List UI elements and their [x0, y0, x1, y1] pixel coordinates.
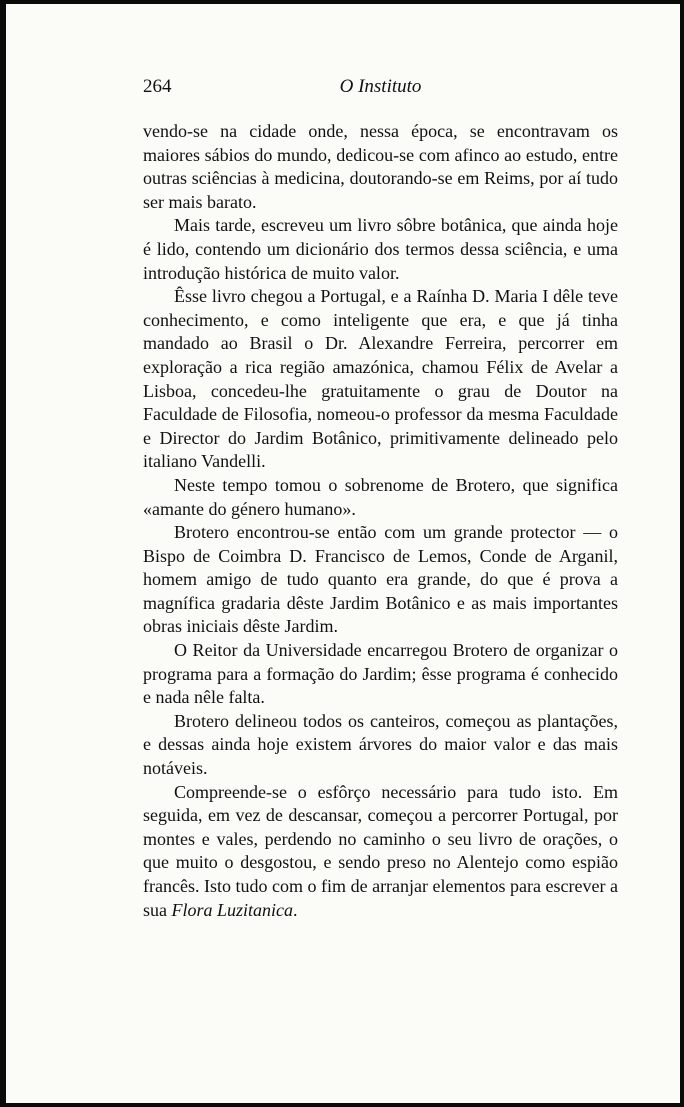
paragraph-7: Brotero delineou todos os canteiros, começou as plantações, e dessas ainda hoje existem árvores do maior valor e das mais notáveis. [143, 710, 618, 779]
paragraph-3: Êsse livro chegou a Portugal, e a Raínha D. Maria I dêle teve conhecimento, e como inteligente que era, e que já tinha mandado ao Brasil o Dr. Alexandre Ferreira, percorrer em exploração a rica região amazónica, chamou Félix de Avelar a Lisboa, concedeu-lhe gratuitamente o grau de Doutor na Faculdade de Filosofia, nomeou-o professor da mesma Faculdade e Director do Jardim Botânico, primitivamente delineado pelo italiano Vandelli. [143, 286, 618, 472]
paragraph-6: O Reitor da Universidade encarregou Brotero de organizar o programa para a formação do Jardim; êsse programa é conhecido e nada nêle falta. [143, 640, 618, 708]
paragraph-8-text: Compreende-se o esfôrço necessário para tudo isto. Em seguida, em vez de descansar, começou a percorrer Portugal, por montes e vales, perdendo no caminho o seu livro de orações, o que muito o desgostou, e sendo preso no Alentejo como espião francês. Isto tudo com o fim de arranjar elementos para escrever a sua [143, 781, 618, 920]
paragraph-4: Neste tempo tomou o sobrenome de Brotero, que significa «amante do género humano». [143, 474, 618, 519]
paragraph-1: vendo-se na cidade onde, nessa época, se encontravam os maiores sábios do mundo, dedicou-se com afinco ao estudo, entre outras sciências à medicina, doutorando-se em Reims, por aí tudo ser mais barato. [143, 121, 618, 212]
book-title-flora-luzitanica: Flora Luzitanica [171, 899, 294, 920]
body-text [143, 120, 618, 922]
paragraph-2: Mais tarde, escreveu um livro sôbre botânica, que ainda hoje é lido, contendo um dicionário dos termos dessa sciência, e uma introdução histórica de muito valor. [143, 215, 618, 283]
paragraph-8-ending: . [293, 899, 298, 920]
running-title: O Instituto [339, 76, 422, 97]
paragraph-5: Brotero encontrou-se então com um grande protector — o Bispo de Coimbra D. Francisco de Lemos, Conde de Arganil, homem amigo de tudo quanto era grande, do que é prova a magnífica gradaria dêste Jardim Botânico e as mais importantes obras iniciais dêste Jardim. [143, 522, 618, 637]
page-header [143, 76, 618, 104]
page-number: 264 [143, 76, 172, 97]
paragraph-8 [143, 781, 618, 923]
book-page [6, 4, 680, 1103]
